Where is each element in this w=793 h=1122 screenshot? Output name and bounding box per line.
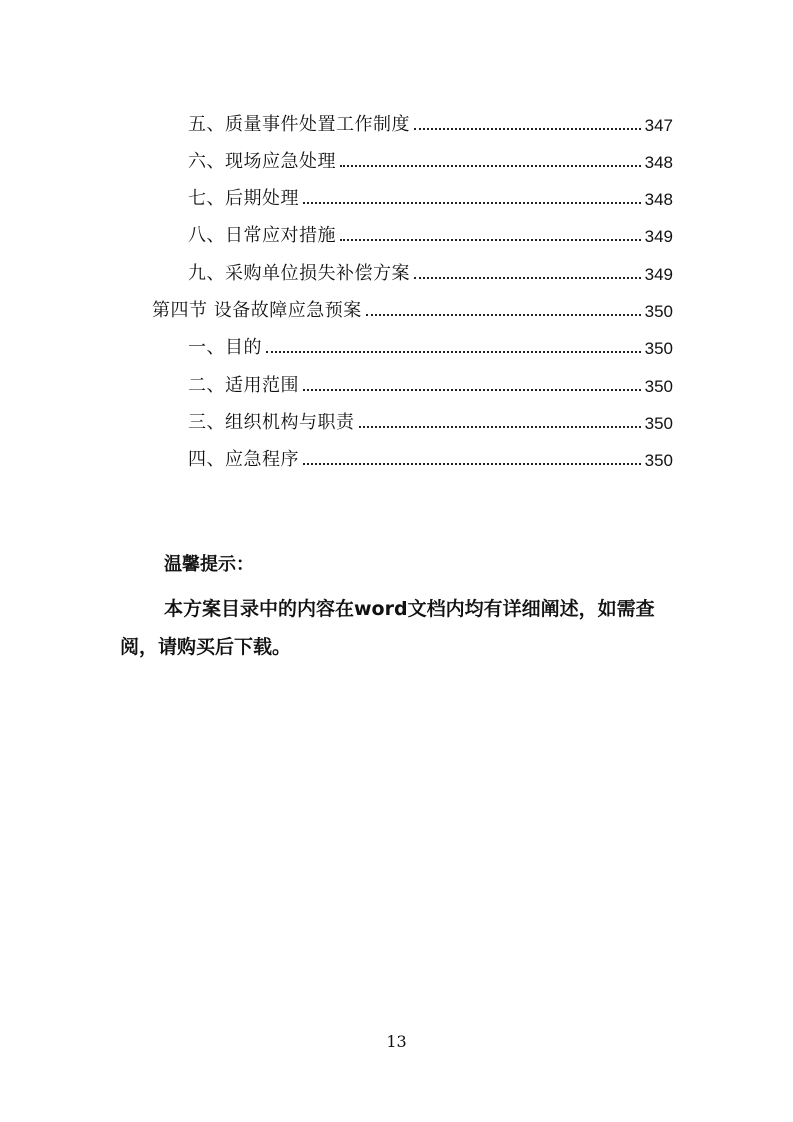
toc-entry[interactable] [0,174,673,210]
toc-dot-leader [340,165,641,167]
toc-entry-label: 五、质量事件处置工作制度 [188,114,410,135]
toc-entry[interactable] [0,435,673,471]
toc-entry-page: 349 [644,227,673,246]
notice-title: 温馨提示： [164,554,254,575]
toc-dot-leader [340,239,641,241]
toc-entry-page: 347 [644,116,673,135]
toc-entry[interactable] [0,249,673,285]
toc-dot-leader [359,426,641,428]
toc-entry-page: 350 [644,414,673,433]
toc-dot-leader [303,463,641,465]
toc-entry[interactable] [0,100,673,136]
toc-entry[interactable] [0,211,673,247]
toc-entry[interactable] [0,398,673,434]
toc-dot-leader [303,389,641,391]
toc-dot-leader [366,314,641,316]
toc-entry-page: 350 [644,302,673,321]
page-number: 13 [386,1032,407,1051]
toc-entry-page: 348 [644,190,673,209]
toc-entry-page: 350 [644,339,673,358]
toc-entry[interactable] [0,361,673,397]
toc-entry-label: 八、日常应对措施 [188,225,336,246]
toc-dot-leader [414,128,641,130]
toc-entry-label: 四、应急程序 [188,449,299,470]
toc-dot-leader [266,351,641,353]
toc-entry-label: 九、采购单位损失补偿方案 [188,263,410,284]
toc-entry[interactable] [0,137,673,173]
toc-entry-page: 350 [644,377,673,396]
toc-entry-label: 二、适用范围 [188,375,299,396]
toc-entry-label: 第四节 设备故障应急预案 [152,300,362,321]
notice-body: 本方案目录中的内容在word文档内均有详细阐述，如需查阅，请购买后下载。 [120,598,655,658]
toc-entry-label: 三、组织机构与职责 [188,412,355,433]
toc-dot-leader [414,277,641,279]
toc-entry-label: 一、目的 [188,337,262,358]
toc-entry-page: 349 [644,265,673,284]
toc-entry-page: 350 [644,451,673,470]
toc-entry-label: 六、现场应急处理 [188,151,336,172]
toc-entry-page: 348 [644,153,673,172]
toc-section-entry[interactable] [0,286,673,322]
toc-entry[interactable] [0,323,673,359]
toc-entry-label: 七、后期处理 [188,188,299,209]
toc-dot-leader [303,202,641,204]
